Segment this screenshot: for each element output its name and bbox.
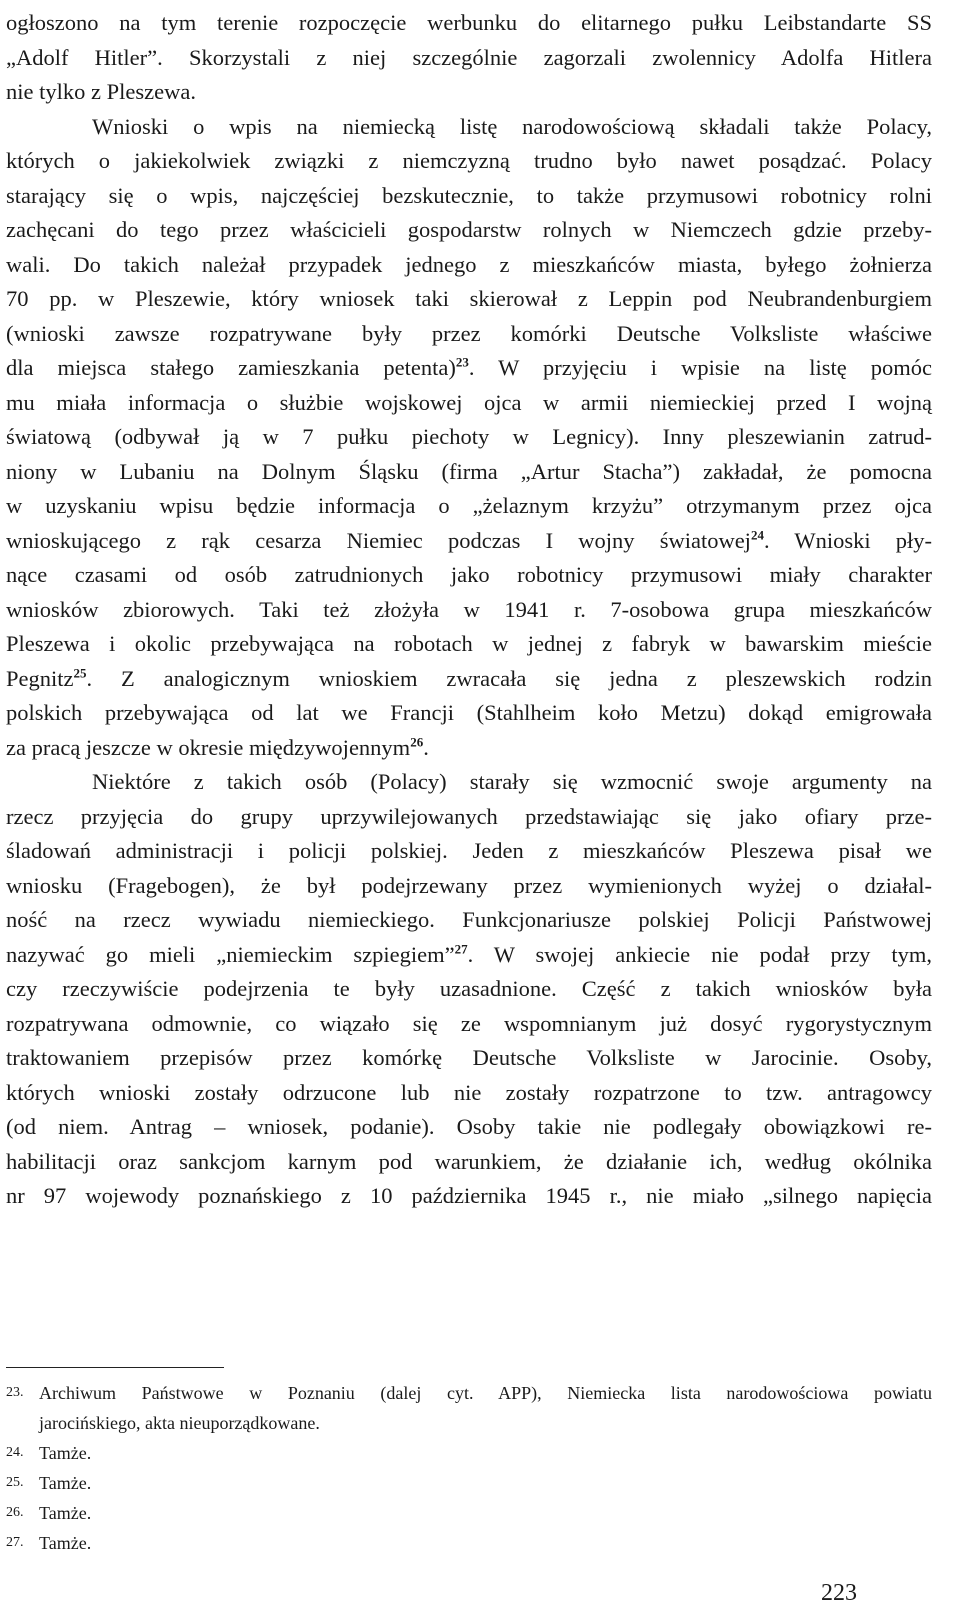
footnote-number: 27. — [6, 1535, 24, 1550]
text-line — [6, 662, 932, 696]
text-segment: zachęcani do tego przez właścicieli gospodarstw rolnych w Niemczech gdzie przeby- — [6, 217, 932, 242]
text-segment: nr 97 wojewody poznańskiego z 10 października 1945 r., nie miało „silnego napięcia — [6, 1183, 932, 1208]
text-line — [6, 972, 932, 1006]
text-segment: Niektóre z takich osób (Polacy) starały się wzmocnić swoje argumenty na — [92, 769, 932, 794]
text-line — [6, 455, 932, 489]
text-segment: ność na rzecz wywiadu niemieckiego. Funkcjonariusze polskiej Policji Państwowej — [6, 907, 932, 932]
text-segment: . W swojej ankiecie nie podał przy tym, — [467, 941, 932, 967]
text-segment: wniosków zbiorowych. Taki też złożyła w 1941 r. 7-osobowa grupa mieszkańców — [6, 596, 932, 622]
text-segment: Pleszewa i okolic przebywająca na robotach w jednej z fabryk w bawarskim mieście — [6, 631, 932, 656]
text-segment: czy rzeczywiście podejrzenia te były uzasadnione. Część z takich wniosków była — [6, 976, 932, 1001]
footnote-number: 25. — [6, 1475, 24, 1490]
text-segment: śladowań administracji i policji polskiej. Jeden z mieszkańców Pleszewa pisał we — [6, 838, 932, 863]
footnote-text: Tamże. — [39, 1503, 92, 1523]
text-line — [6, 1179, 932, 1213]
text-line — [6, 6, 932, 40]
text-segment: . W przyjęciu i wpisie na listę pomóc — [468, 355, 932, 380]
text-line — [6, 420, 932, 454]
text-segment: traktowaniem przepisów przez komórkę Deutsche Volksliste w Jarocinie. Osoby, — [6, 1045, 932, 1070]
footnote-separator — [6, 1367, 224, 1368]
text-line — [6, 41, 932, 75]
text-line — [6, 524, 932, 558]
text-line — [6, 317, 932, 351]
text-segment: wali. Do takich należał przypadek jednego z mieszkańców miasta, byłego żołnierza — [6, 251, 932, 277]
text-segment: polskich przebywająca od lat we Francji (Stahlheim koło Metzu) dokąd emigrowała — [6, 700, 932, 725]
text-line — [6, 1145, 932, 1179]
text-segment: . — [423, 734, 429, 760]
text-segment: rzecz przyjęcia do grupy uprzywilejowanych przedstawiając się jako ofiary prze- — [6, 803, 932, 829]
text-line — [6, 213, 932, 247]
text-segment: . Z analogicznym wnioskiem zwracała się jedna z pleszewskich rodzin — [86, 665, 932, 691]
page-number: 223 — [821, 1580, 857, 1606]
footnote-text: Archiwum Państwowe w Poznaniu (dalej cyt. APP), Niemiecka lista narodowościowa powiatu — [39, 1383, 932, 1403]
text-segment: rozpatrywana odmownie, co wiązało się ze wspomnianym już dosyć rygorystycznym — [6, 1010, 932, 1036]
text-segment: Pegnitz — [6, 665, 74, 691]
text-line — [6, 558, 932, 592]
text-line — [6, 869, 932, 903]
text-line — [6, 800, 932, 834]
text-segment: (wnioski zawsze rozpatrywane były przez komórki Deutsche Volksliste właściwe — [6, 320, 932, 346]
text-line — [6, 386, 932, 420]
footnote — [6, 1498, 932, 1528]
text-line — [92, 110, 932, 144]
footnote-reference[interactable]: 26 — [410, 734, 424, 749]
text-segment: których wnioski zostały odrzucone lub nie zostały rozpatrzone to tzw. antragowcy — [6, 1079, 932, 1105]
text-line — [6, 75, 932, 109]
footnote — [6, 1438, 932, 1468]
footnote-text: Tamże. — [39, 1533, 92, 1553]
text-segment: wnioskującego z rąk cesarza Niemiec podczas I wojny światowej — [6, 527, 751, 553]
footnote-text: Tamże. — [39, 1443, 92, 1463]
text-segment: (od niem. Antrag – wniosek, podanie). Osoby takie nie podlegały obowiązkowi re- — [6, 1114, 932, 1139]
text-segment: „Adolf Hitler”. Skorzystali z niej szczególnie zagorzali zwolennicy Adolfa Hitlera — [6, 44, 932, 70]
text-segment: niony w Lubaniu na Dolnym Śląsku (firma „Artur Stacha”) zakładał, że pomocna — [6, 458, 932, 484]
text-line — [6, 248, 932, 282]
footnote — [6, 1528, 932, 1558]
text-segment: . Wnioski pły- — [763, 527, 932, 553]
footnote-reference[interactable]: 25 — [73, 665, 87, 680]
text-segment: nie tylko z Pleszewa. — [6, 79, 196, 104]
text-line — [6, 696, 932, 730]
text-segment: nazywać go mieli „niemieckim szpiegiem” — [6, 941, 455, 967]
footnote-reference[interactable]: 23 — [455, 354, 469, 370]
footnote-text: Tamże. — [39, 1473, 92, 1493]
text-line — [6, 351, 932, 385]
text-line — [6, 179, 932, 213]
text-line — [6, 1007, 932, 1041]
text-line — [6, 593, 932, 627]
footnote — [6, 1468, 932, 1498]
text-line — [6, 627, 932, 661]
text-segment: ogłoszono na tym terenie rozpoczęcie werbunku do elitarnego pułku Leibstandarte SS — [6, 10, 932, 35]
text-line — [6, 144, 932, 178]
text-segment: wniosku (Fragebogen), że był podejrzewany przez wymienionych wyżej o działal- — [6, 872, 932, 898]
footnote-number: 24. — [6, 1445, 24, 1460]
text-segment: dla miejsca stałego zamieszkania petenta) — [6, 355, 456, 380]
text-line — [6, 1041, 932, 1075]
text-segment: mu miała informacja o służbie wojskowej ojca w armii niemieckiej przed I wojną — [6, 389, 932, 415]
text-line — [6, 731, 932, 765]
text-segment: których o jakiekolwiek związki z niemczyzną trudno było nawet posądzać. Polacy — [6, 148, 932, 173]
text-line — [6, 282, 932, 316]
footnote — [6, 1408, 932, 1438]
text-line — [92, 765, 932, 799]
text-line — [6, 1076, 932, 1110]
footnote-number: 26. — [6, 1505, 24, 1520]
text-line — [6, 903, 932, 937]
footnote — [6, 1378, 932, 1408]
footnote-text: jarocińskiego, akta nieuporządkowane. — [39, 1413, 320, 1433]
text-segment: za pracą jeszcze w okresie międzywojennym — [6, 734, 411, 760]
text-line — [6, 938, 932, 972]
text-line — [6, 1110, 932, 1144]
footnote-reference[interactable]: 24 — [750, 527, 764, 542]
footnote-number: 23. — [6, 1385, 24, 1400]
text-line — [6, 489, 932, 523]
text-line — [6, 834, 932, 868]
text-segment: w uzyskaniu wpisu będzie informacja o „żelaznym krzyżu” otrzymanym przez ojca — [6, 493, 932, 518]
text-segment: światową (odbywał ją w 7 pułku piechoty w Legnicy). Inny pleszewianin zatrud- — [6, 424, 932, 449]
text-segment: habilitacji oraz sankcjom karnym pod warunkiem, że działanie ich, według okólnika — [6, 1148, 932, 1174]
text-segment: starający się o wpis, najczęściej bezskutecznie, to także przymusowi robotnicy rolni — [6, 182, 932, 208]
footnote-reference[interactable]: 27 — [454, 941, 468, 956]
text-segment: 70 pp. w Pleszewie, który wniosek taki skierował z Leppin pod Neubrandenburgiem — [6, 286, 932, 311]
text-segment: nące czasami od osób zatrudnionych jako robotnicy przymusowi miały charakter — [6, 562, 932, 587]
text-segment: Wnioski o wpis na niemiecką listę narodowościową składali także Polacy, — [92, 113, 932, 139]
